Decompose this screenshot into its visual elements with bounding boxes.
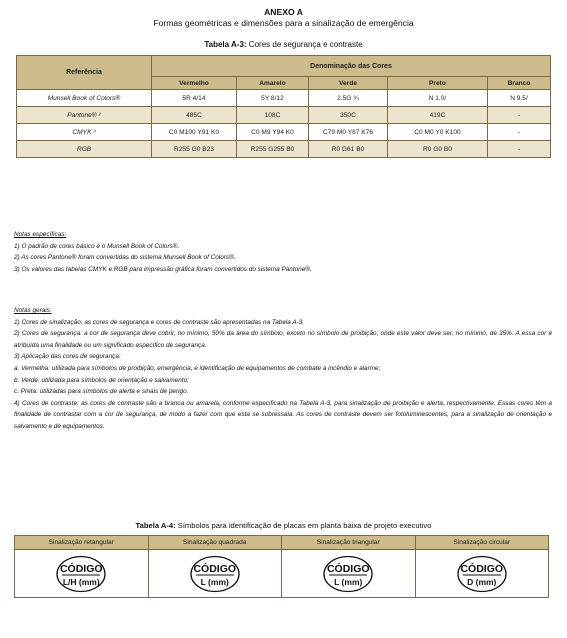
table-cell: C79 M0 Y87 K76 <box>308 124 387 141</box>
table-a3-caption-text: Cores de segurança e contraste <box>246 40 363 49</box>
note-item: 3) Aplicação das cores de segurança: <box>14 353 121 361</box>
column-header-green: Verde <box>308 77 387 90</box>
ref-column-header: Referência <box>16 56 151 90</box>
sign-code-symbol <box>449 554 515 594</box>
general-notes-heading: Notas gerais: <box>14 307 52 314</box>
table-cell: R255 G0 B23 <box>151 141 236 158</box>
symbol-cell <box>415 550 549 598</box>
table-a3-caption-label: Tabela A-3: <box>204 40 247 49</box>
note-item: b. Verde: utilizada para símbolos de orientação e salvamento; <box>14 376 189 384</box>
row-label: Munsell Book of Colors® <box>16 90 151 107</box>
table-row <box>16 107 550 124</box>
column-header-circular: Sinalização circular <box>415 536 549 550</box>
symbol-dimension-label: L/H (mm) <box>62 576 100 587</box>
table-cell: 5Y 8/12 <box>236 90 308 107</box>
note-item: 4) Cores de contraste: as cores de contraste são a branca ou amarela, conforme especificado na Tabela A-3, para sinalização de proibição e alerta, respectivamente. Essas cores têm a finalidade de contrastar com a cor de segurança, de modo a fazer com que esta se sobressaia. As cores de contraste devem ser fotoluminescentes, para a sinalização de orientação e salvamento e de equipamentos. <box>14 399 552 430</box>
table-cell: - <box>487 141 550 158</box>
table-cell: - <box>487 107 550 124</box>
table-cell: N 9.5/ <box>487 90 550 107</box>
table-cell: - <box>487 124 550 141</box>
specific-notes-heading: Notas específicas: <box>14 231 67 238</box>
annex-header <box>0 0 567 29</box>
row-label: Pantone® ² <box>16 107 151 124</box>
sign-code-symbol <box>48 554 114 594</box>
note-item: 3) Os valores das tabelas CMYK e RGB para impressão gráfica foram convertidos do sistema Pantone®. <box>14 265 312 273</box>
table-cell: 485C <box>151 107 236 124</box>
column-header-triangular: Sinalização triangular <box>282 536 416 550</box>
table-cell: R0 G61 B0 <box>308 141 387 158</box>
annex-subtitle: Formas geométricas e dimensões para a sinalização de emergência <box>153 18 414 28</box>
column-header-white: Branco <box>487 77 550 90</box>
table-row <box>16 124 550 141</box>
table-cell: C0 M9 Y94 K0 <box>236 124 308 141</box>
table-cell: 419C <box>387 107 487 124</box>
table-cell: 5R 4/14 <box>151 90 236 107</box>
column-header-red: Vermelho <box>151 77 236 90</box>
table-cell: 108C <box>236 107 308 124</box>
symbol-table <box>14 535 549 598</box>
note-item: c. Preta: utilizadas para símbolos de alerta e sinais de perigo. <box>14 388 189 396</box>
note-item: a. Vermelha: utilizada para símbolos de proibição, emergência, e identificação de equipamentos de combate a incêndio e alarme; <box>14 364 381 372</box>
symbol-code-label: CÓDIGO <box>193 562 237 575</box>
sign-code-symbol <box>182 554 248 594</box>
note-item: 1) O padrão de cores básico é o Munsell Book of Colors®. <box>14 242 180 250</box>
table-cell: R0 G0 B0 <box>387 141 487 158</box>
note-item: 2) Cores de segurança: a cor de segurança deve cobrir, no mínimo, 50% da área do símbolo, exceto no símbolo de proibição, onde este valor deve ser, no mínimo, de 35%. A essa cor é atribuída uma finalidade ou um significado específico de segurança. <box>14 330 552 349</box>
general-notes <box>14 305 552 433</box>
table-a3-caption <box>0 40 567 49</box>
symbol-dimension-label: L (mm) <box>334 576 363 587</box>
table-cell: 350C <box>308 107 387 124</box>
table-cell: 2.5G ¾ <box>308 90 387 107</box>
color-reference-table <box>16 55 551 158</box>
row-label: RGB <box>16 141 151 158</box>
column-header-yellow: Amarelo <box>236 77 308 90</box>
specific-notes <box>14 229 552 275</box>
table-cell: R255 G255 B0 <box>236 141 308 158</box>
symbol-dimension-label: D (mm) <box>467 576 497 587</box>
table-cell: C0 M0 Y0 K100 <box>387 124 487 141</box>
annex-title: ANEXO A <box>264 7 303 17</box>
symbol-cell <box>148 550 282 598</box>
table-a4-caption <box>0 521 567 530</box>
symbol-cell <box>282 550 416 598</box>
sign-code-symbol <box>315 554 381 594</box>
color-group-header: Denominação das Cores <box>151 56 550 77</box>
note-item: 2) As cores Pantone® foram convertidas do sistema Munsell Book of Colors®. <box>14 254 236 262</box>
table-row <box>16 90 550 107</box>
table-row <box>16 141 550 158</box>
table-a4-caption-text: Símbolos para identificação de placas em planta baixa de projeto executivo <box>175 521 432 530</box>
symbol-code-label: CÓDIGO <box>460 562 504 575</box>
symbol-cell <box>15 550 149 598</box>
table-cell: N 1.0/ <box>387 90 487 107</box>
table-cell: C0 M100 Y91 K0 <box>151 124 236 141</box>
symbol-code-label: CÓDIGO <box>326 562 370 575</box>
column-header-square: Sinalização quadrada <box>148 536 282 550</box>
symbol-code-label: CÓDIGO <box>59 562 103 575</box>
symbol-dimension-label: L (mm) <box>200 576 229 587</box>
table-a4-caption-label: Tabela A-4: <box>135 521 176 530</box>
column-header-rectangular: Sinalização retangular <box>15 536 149 550</box>
column-header-black: Preto <box>387 77 487 90</box>
row-label: CMYK ³ <box>16 124 151 141</box>
note-item: 1) Cores de sinalização: as cores de segurança e cores de contraste são apresentadas na Tabela A-3. <box>14 318 305 326</box>
